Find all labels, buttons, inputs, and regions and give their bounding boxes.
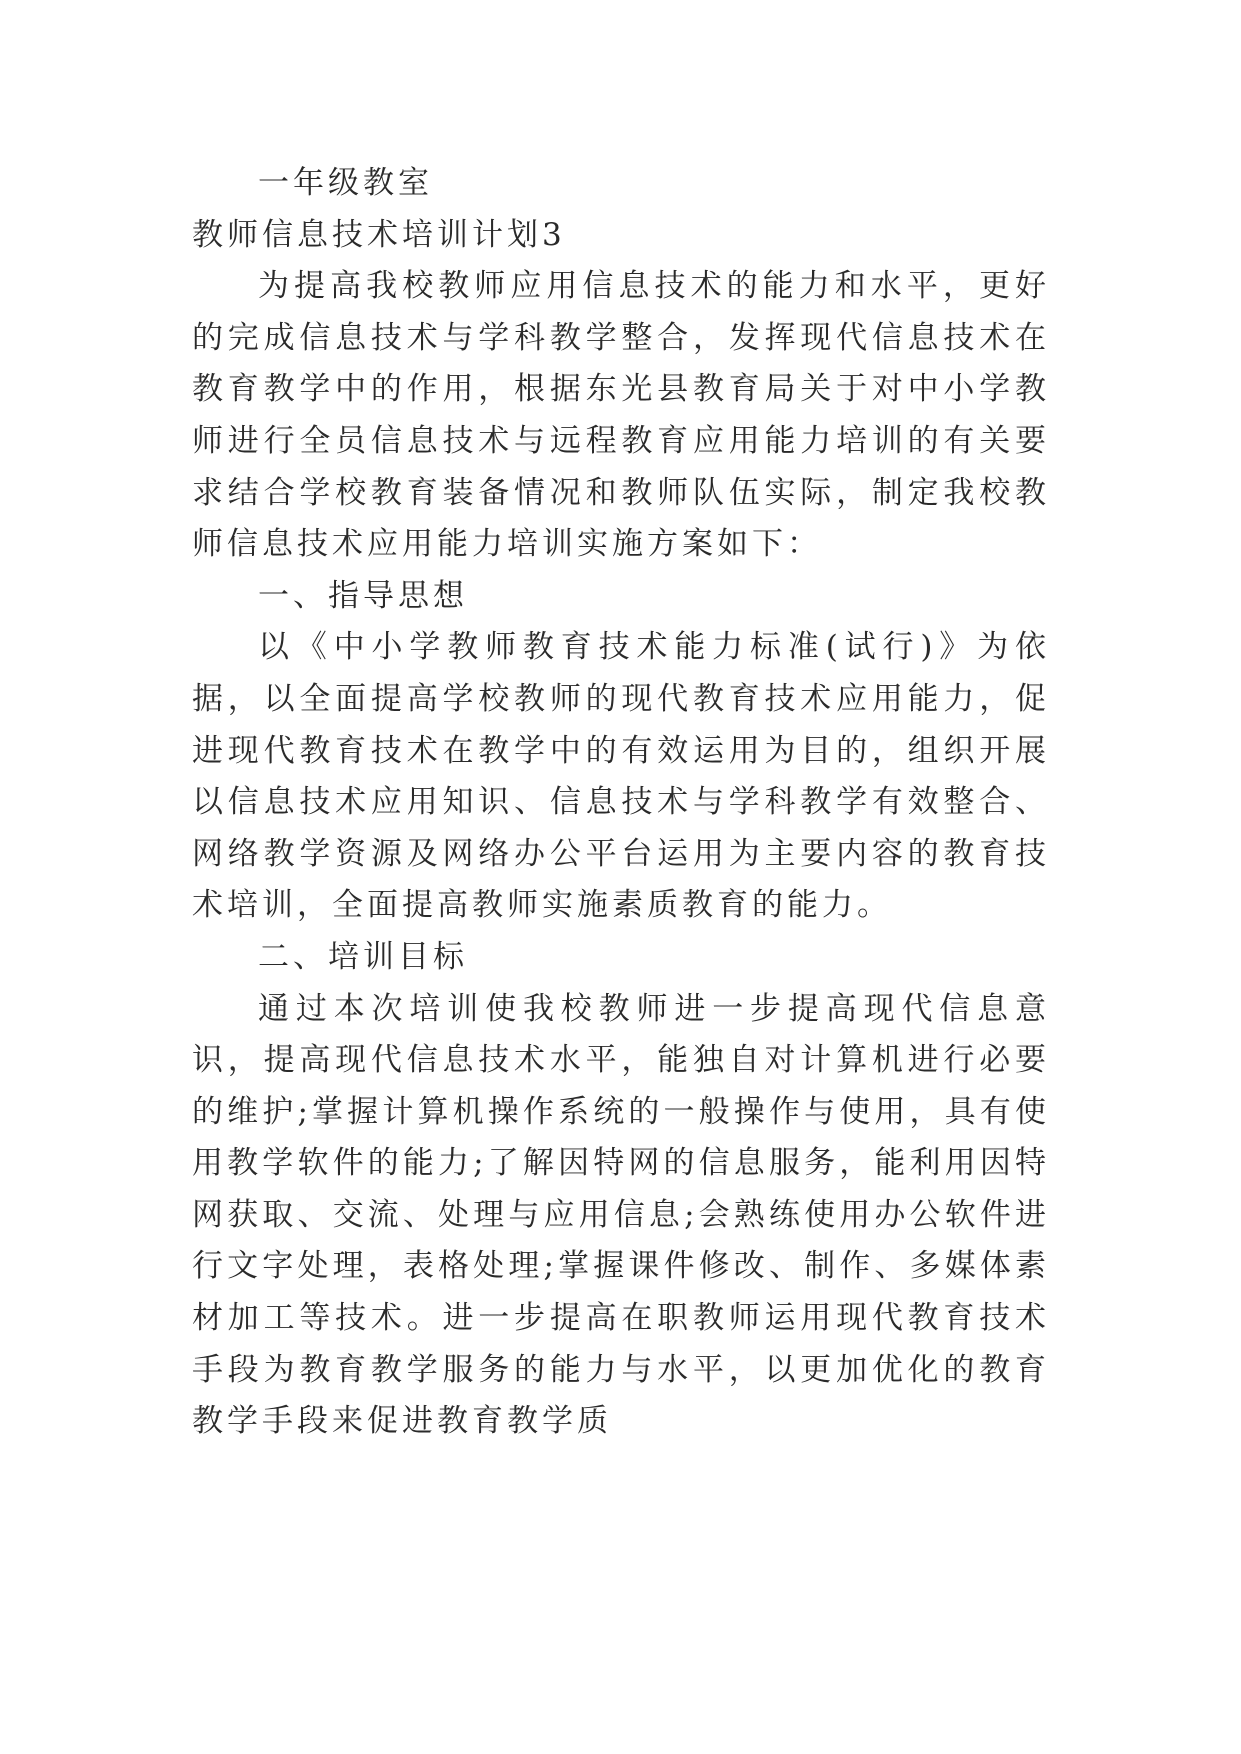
section-heading-guiding-ideology: 一、指导思想 — [258, 577, 468, 614]
paragraph-intro: 为提高我校教师应用信息技术的能力和水平，更好的完成信息技术与学科教学整合，发挥现代信息技术在教育教学中的作用，根据东光县教育局关于对中小学教师进行全员信息技术与远程教育应用能力培训的有关要求结合学校教育装备情况和教师队伍实际，制定我校教师信息技术应用能力培训实施方案如下： — [192, 268, 1050, 563]
section-heading-training-goals: 二、培训目标 — [258, 938, 468, 975]
document-title: 教师信息技术培训计划3 — [192, 216, 566, 253]
document-body — [192, 158, 1050, 1448]
paragraph-training-goals: 通过本次培训使我校教师进一步提高现代信息意识，提高现代信息技术水平，能独自对计算机进行必要的维护;掌握计算机操作系统的一般操作与使用，具有使用教学软件的能力;了解因特网的信息服务，能利用因特网获取、交流、处理与应用信息;会熟练使用办公软件进行文字处理，表格处理;掌握课件修改、制作、多媒体素材加工等技术。进一步提高在职教师运用现代教育技术手段为教育教学服务的能力与水平，以更加优化的教育教学手段来促进教育教学质 — [192, 990, 1050, 1440]
paragraph-guiding-ideology: 以《中小学教师教育技术能力标准(试行)》为依据，以全面提高学校教师的现代教育技术应用能力，促进现代教育技术在教学中的有效运用为目的，组织开展以信息技术应用知识、信息技术与学科教学有效整合、网络教学资源及网络办公平台运用为主要内容的教育技术培训，全面提高教师实施素质教育的能力。 — [192, 629, 1050, 924]
paragraph-classroom-label: 一年级教室 — [258, 165, 433, 201]
